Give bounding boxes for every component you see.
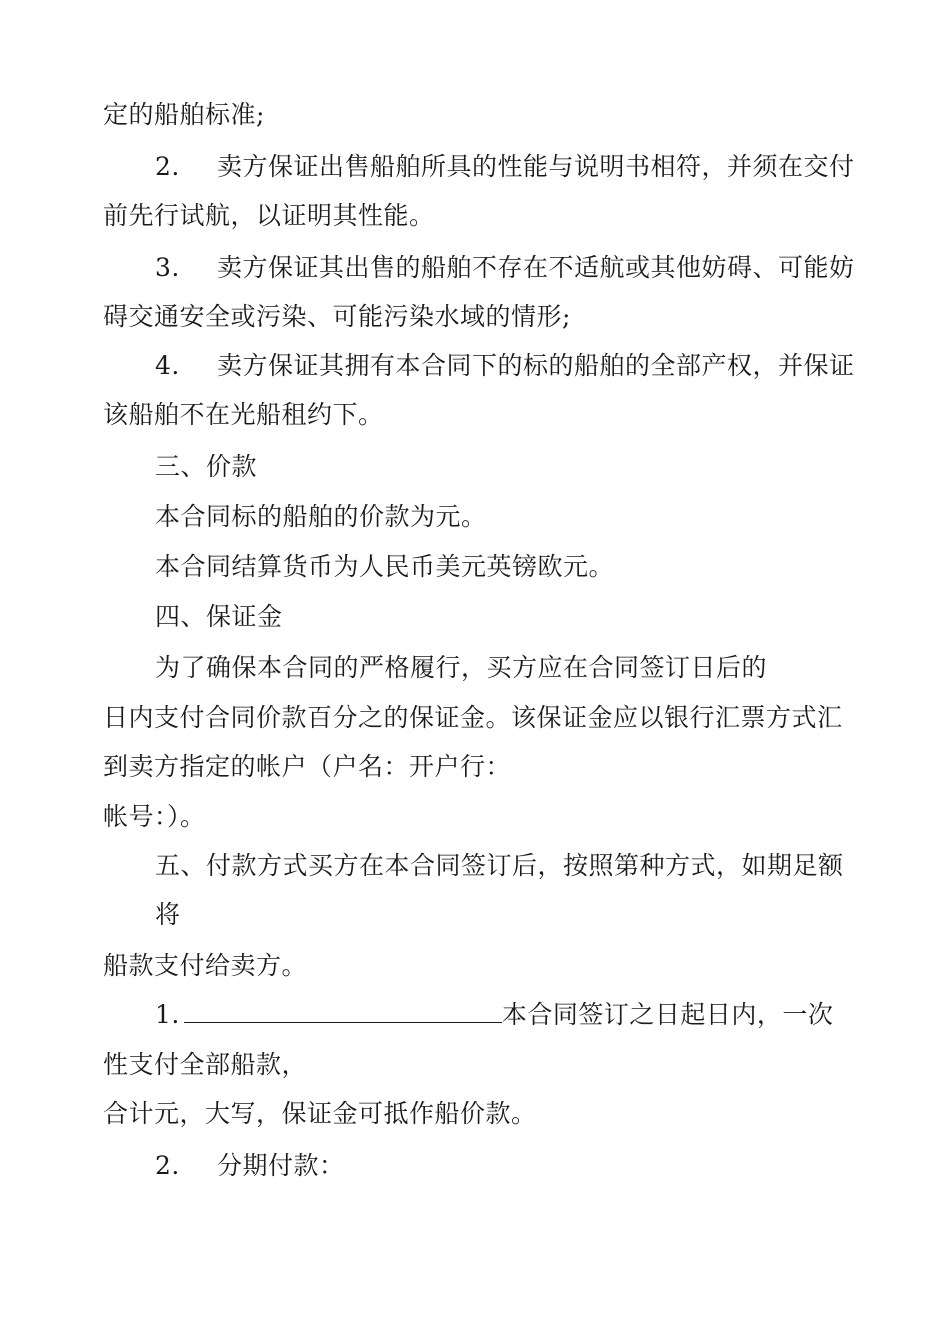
clause-text: 卖方保证其拥有本合同下的标的船舶的全部产权，并保证 [217,351,855,380]
line-text: 前先行试航，以证明其性能。 [103,201,435,230]
text-line [103,750,511,784]
line-text: 船款支付给卖方。 [103,951,308,980]
section-heading [155,450,257,484]
clause-text: 卖方保证出售船舶所具的性能与说明书相符，并须在交付 [217,152,855,181]
text-line [155,898,181,932]
line-text: 为了确保本合同的严格履行，买方应在合同签订日后的 [155,653,768,682]
line-text: 本合同标的船舶的价款为元。 [155,502,487,531]
clause-item [155,1149,345,1183]
line-text: 日内支付合同价款百分之的保证金。该保证金应以银行汇票方式汇 [103,703,843,732]
clause-number: 2. [155,152,180,181]
line-text: 碍交通安全或污染、可能污染水域的情形; [103,302,571,331]
clause-number: 2. [155,1151,180,1180]
text-line [103,1097,537,1131]
clause-item [155,349,855,383]
section-heading [155,600,283,634]
text-line [155,651,767,685]
text-line [103,800,206,834]
text-line [103,949,307,983]
text-line [103,1048,307,1082]
clause-item [155,150,855,184]
line-text: 到卖方指定的帐户（户名：开户行： [103,752,512,781]
clause-text: 卖方保证其出售的船舶不存在不适航或其他妨碍、可能妨 [217,253,855,282]
line-text: 该船舶不在光船租约下。 [103,400,384,429]
text-line [103,199,435,233]
clause-item [155,251,855,285]
line-text: 定的船舶标准; [103,100,265,129]
clause-number: 1. [155,1000,180,1029]
section-heading-text: 五、付款方式买方在本合同签订后，按照第种方式，如期足额 [155,851,844,880]
text-line [103,701,843,735]
clause-text: 分期付款： [217,1151,345,1180]
line-text: 合计元，大写，保证金可抵作船价款。 [103,1099,537,1128]
line-text: 将 [155,900,181,929]
line-text: 性支付全部船款， [103,1050,308,1079]
section-heading-text: 四、保证金 [155,602,283,631]
text-line [103,98,265,132]
fill-in-blank-line [184,1000,502,1023]
clause-number: 4. [155,351,180,380]
text-line [103,398,384,432]
clause-number: 3. [155,253,180,282]
text-line [155,550,614,584]
section-heading-text: 三、价款 [155,452,258,481]
clause-item [155,998,833,1032]
text-line [155,500,487,534]
section-heading [155,849,844,883]
text-line [103,300,571,334]
line-text: 本合同结算货币为人民币美元英镑欧元。 [155,552,615,581]
clause-text: 本合同签订之日起日内，一次 [501,1000,834,1029]
line-text: 帐号：）。 [103,802,206,831]
